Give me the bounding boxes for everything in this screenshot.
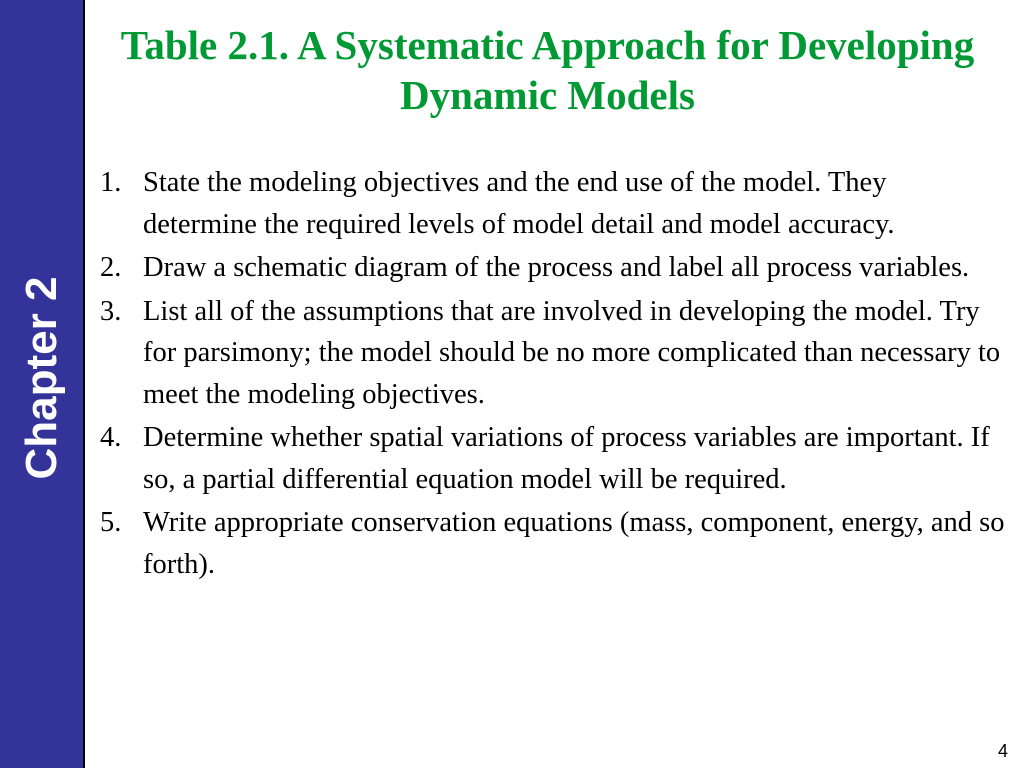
step-item-4: [100, 417, 1005, 500]
step-item-2: [100, 247, 1005, 289]
chapter-sidebar: [0, 0, 85, 768]
step-item-5: [100, 502, 1005, 585]
step-number: 1.: [100, 167, 122, 198]
step-number: 5.: [100, 507, 122, 538]
steps-list: [100, 162, 1005, 587]
step-number: 4.: [100, 422, 122, 453]
step-text: Determine whether spatial variations of process variables are important. If so, a partial differential equation model will be required.: [143, 422, 990, 495]
step-item-3: [100, 291, 1005, 416]
step-item-1: [100, 162, 1005, 245]
step-text: State the modeling objectives and the end use of the model. They determine the required levels of model detail and model accuracy.: [143, 167, 895, 240]
step-text: Write appropriate conservation equations (mass, component, energy, and so forth).: [143, 507, 1005, 580]
step-text: Draw a schematic diagram of the process and label all process variables.: [143, 252, 970, 283]
step-text: List all of the assumptions that are involved in developing the model. Try for parsimony; the model should be no more complicated than necessary to meet the modeling objectives.: [143, 295, 1001, 410]
step-number: 3.: [100, 295, 122, 327]
slide-title: Table 2.1. A Systematic Approach for Developing Dynamic Models: [120, 22, 975, 118]
chapter-label: Chapter 2: [17, 276, 66, 480]
page-number: 4: [997, 741, 1008, 761]
step-number: 2.: [100, 252, 122, 283]
